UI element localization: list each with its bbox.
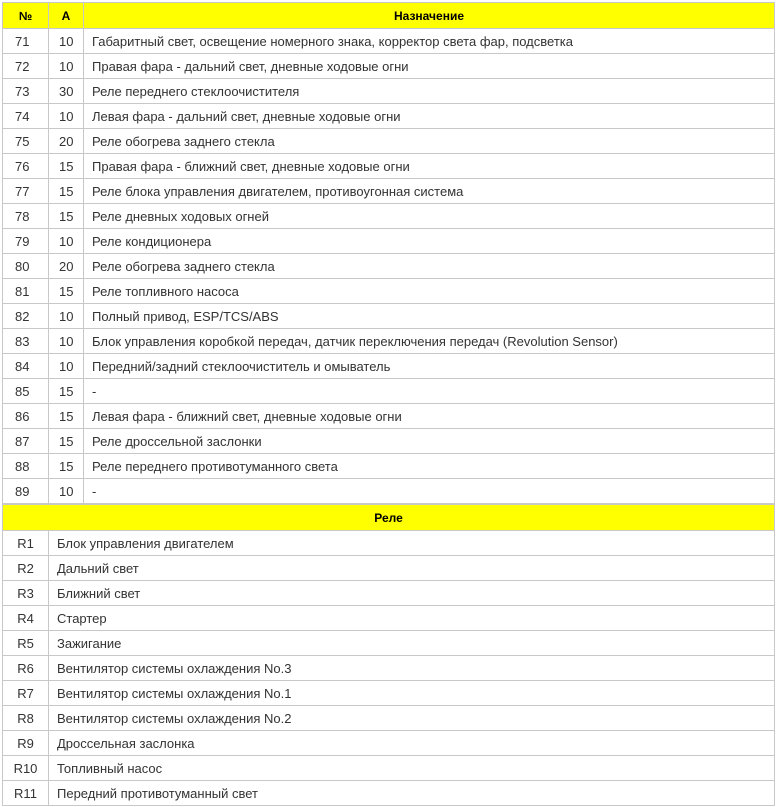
fuse-description: Реле обогрева заднего стекла xyxy=(84,129,775,154)
relay-table-header xyxy=(3,505,775,531)
fuse-number: 76 xyxy=(3,154,49,179)
relay-description: Дроссельная заслонка xyxy=(49,731,775,756)
relay-description: Вентилятор системы охлаждения No.1 xyxy=(49,681,775,706)
table-row xyxy=(3,329,775,354)
fuse-description: Реле дневных ходовых огней xyxy=(84,204,775,229)
table-row xyxy=(3,179,775,204)
relay-id: R4 xyxy=(3,606,49,631)
fuse-amperage: 15 xyxy=(49,379,84,404)
table-row xyxy=(3,279,775,304)
fuse-amperage: 20 xyxy=(49,129,84,154)
relay-description: Передний противотуманный свет xyxy=(49,781,775,806)
fuse-amperage: 15 xyxy=(49,179,84,204)
fuse-number: 79 xyxy=(3,229,49,254)
table-row xyxy=(3,129,775,154)
relay-description: Вентилятор системы охлаждения No.2 xyxy=(49,706,775,731)
fuse-amperage: 10 xyxy=(49,104,84,129)
fuse-number: 77 xyxy=(3,179,49,204)
header-num: № xyxy=(3,3,49,29)
relay-description: Зажигание xyxy=(49,631,775,656)
fuse-amperage: 15 xyxy=(49,279,84,304)
relay-id: R5 xyxy=(3,631,49,656)
relay-id: R1 xyxy=(3,531,49,556)
table-row xyxy=(3,631,775,656)
fuse-description: Левая фара - дальний свет, дневные ходовые огни xyxy=(84,104,775,129)
fuse-number: 83 xyxy=(3,329,49,354)
table-row xyxy=(3,104,775,129)
fuse-amperage: 10 xyxy=(49,29,84,54)
header-amp: А xyxy=(49,3,84,29)
relay-description: Вентилятор системы охлаждения No.3 xyxy=(49,656,775,681)
relay-id: R8 xyxy=(3,706,49,731)
relay-description: Дальний свет xyxy=(49,556,775,581)
fuse-amperage: 15 xyxy=(49,454,84,479)
fuse-description: Габаритный свет, освещение номерного знака, корректор света фар, подсветка xyxy=(84,29,775,54)
fuse-number: 72 xyxy=(3,54,49,79)
fuse-number: 84 xyxy=(3,354,49,379)
fuse-amperage: 10 xyxy=(49,229,84,254)
table-row xyxy=(3,404,775,429)
table-row xyxy=(3,54,775,79)
table-row xyxy=(3,781,775,806)
table-row xyxy=(3,354,775,379)
fuse-description: Реле кондиционера xyxy=(84,229,775,254)
table-row xyxy=(3,656,775,681)
relay-id: R2 xyxy=(3,556,49,581)
relay-header: Реле xyxy=(3,505,775,531)
table-row xyxy=(3,79,775,104)
fuse-number: 89 xyxy=(3,479,49,504)
table-row xyxy=(3,454,775,479)
fuse-description: Реле блока управления двигателем, противоугонная система xyxy=(84,179,775,204)
relay-id: R11 xyxy=(3,781,49,806)
table-row xyxy=(3,606,775,631)
relay-description: Ближний свет xyxy=(49,581,775,606)
fuse-description: Реле обогрева заднего стекла xyxy=(84,254,775,279)
table-row xyxy=(3,706,775,731)
fuse-amperage: 15 xyxy=(49,404,84,429)
table-row xyxy=(3,254,775,279)
table-row xyxy=(3,479,775,504)
relay-id: R6 xyxy=(3,656,49,681)
fuse-number: 80 xyxy=(3,254,49,279)
fuse-amperage: 10 xyxy=(49,354,84,379)
fuse-number: 82 xyxy=(3,304,49,329)
fuse-description: Полный привод, ESP/TCS/ABS xyxy=(84,304,775,329)
relay-id: R9 xyxy=(3,731,49,756)
relay-id: R7 xyxy=(3,681,49,706)
fuse-amperage: 10 xyxy=(49,54,84,79)
fuse-amperage: 20 xyxy=(49,254,84,279)
fuse-number: 73 xyxy=(3,79,49,104)
fuse-number: 86 xyxy=(3,404,49,429)
fuse-number: 85 xyxy=(3,379,49,404)
fuse-number: 87 xyxy=(3,429,49,454)
relay-table xyxy=(2,504,775,806)
header-desc: Назначение xyxy=(84,3,775,29)
fuse-description: Реле дроссельной заслонки xyxy=(84,429,775,454)
fuse-number: 78 xyxy=(3,204,49,229)
fuse-amperage: 10 xyxy=(49,329,84,354)
relay-id: R10 xyxy=(3,756,49,781)
fuse-amperage: 15 xyxy=(49,204,84,229)
fuse-description: Передний/задний стеклоочиститель и омыватель xyxy=(84,354,775,379)
table-row xyxy=(3,556,775,581)
fuse-description: Правая фара - ближний свет, дневные ходовые огни xyxy=(84,154,775,179)
fuse-number: 71 xyxy=(3,29,49,54)
fuse-table-header xyxy=(3,3,775,29)
fuse-description: Реле переднего противотуманного света xyxy=(84,454,775,479)
fuse-amperage: 15 xyxy=(49,429,84,454)
table-row xyxy=(3,756,775,781)
table-row xyxy=(3,429,775,454)
fuse-table xyxy=(2,2,775,504)
fuse-description: Правая фара - дальний свет, дневные ходовые огни xyxy=(84,54,775,79)
table-row xyxy=(3,154,775,179)
relay-description: Стартер xyxy=(49,606,775,631)
relay-description: Блок управления двигателем xyxy=(49,531,775,556)
fuse-description: Реле переднего стеклоочистителя xyxy=(84,79,775,104)
fuse-amperage: 10 xyxy=(49,304,84,329)
table-row xyxy=(3,531,775,556)
table-row xyxy=(3,731,775,756)
fuse-number: 81 xyxy=(3,279,49,304)
table-row xyxy=(3,379,775,404)
fuse-amperage: 15 xyxy=(49,154,84,179)
fuse-number: 88 xyxy=(3,454,49,479)
fuse-amperage: 10 xyxy=(49,479,84,504)
fuse-amperage: 30 xyxy=(49,79,84,104)
fuse-description: - xyxy=(84,479,775,504)
table-row xyxy=(3,29,775,54)
fuse-number: 75 xyxy=(3,129,49,154)
fuse-description: Реле топливного насоса xyxy=(84,279,775,304)
table-row xyxy=(3,304,775,329)
table-row xyxy=(3,204,775,229)
relay-id: R3 xyxy=(3,581,49,606)
fuse-description: Левая фара - ближний свет, дневные ходовые огни xyxy=(84,404,775,429)
fuse-number: 74 xyxy=(3,104,49,129)
fuse-description: Блок управления коробкой передач, датчик переключения передач (Revolution Sensor) xyxy=(84,329,775,354)
table-row xyxy=(3,229,775,254)
table-row xyxy=(3,681,775,706)
fuse-description: - xyxy=(84,379,775,404)
relay-description: Топливный насос xyxy=(49,756,775,781)
table-row xyxy=(3,581,775,606)
